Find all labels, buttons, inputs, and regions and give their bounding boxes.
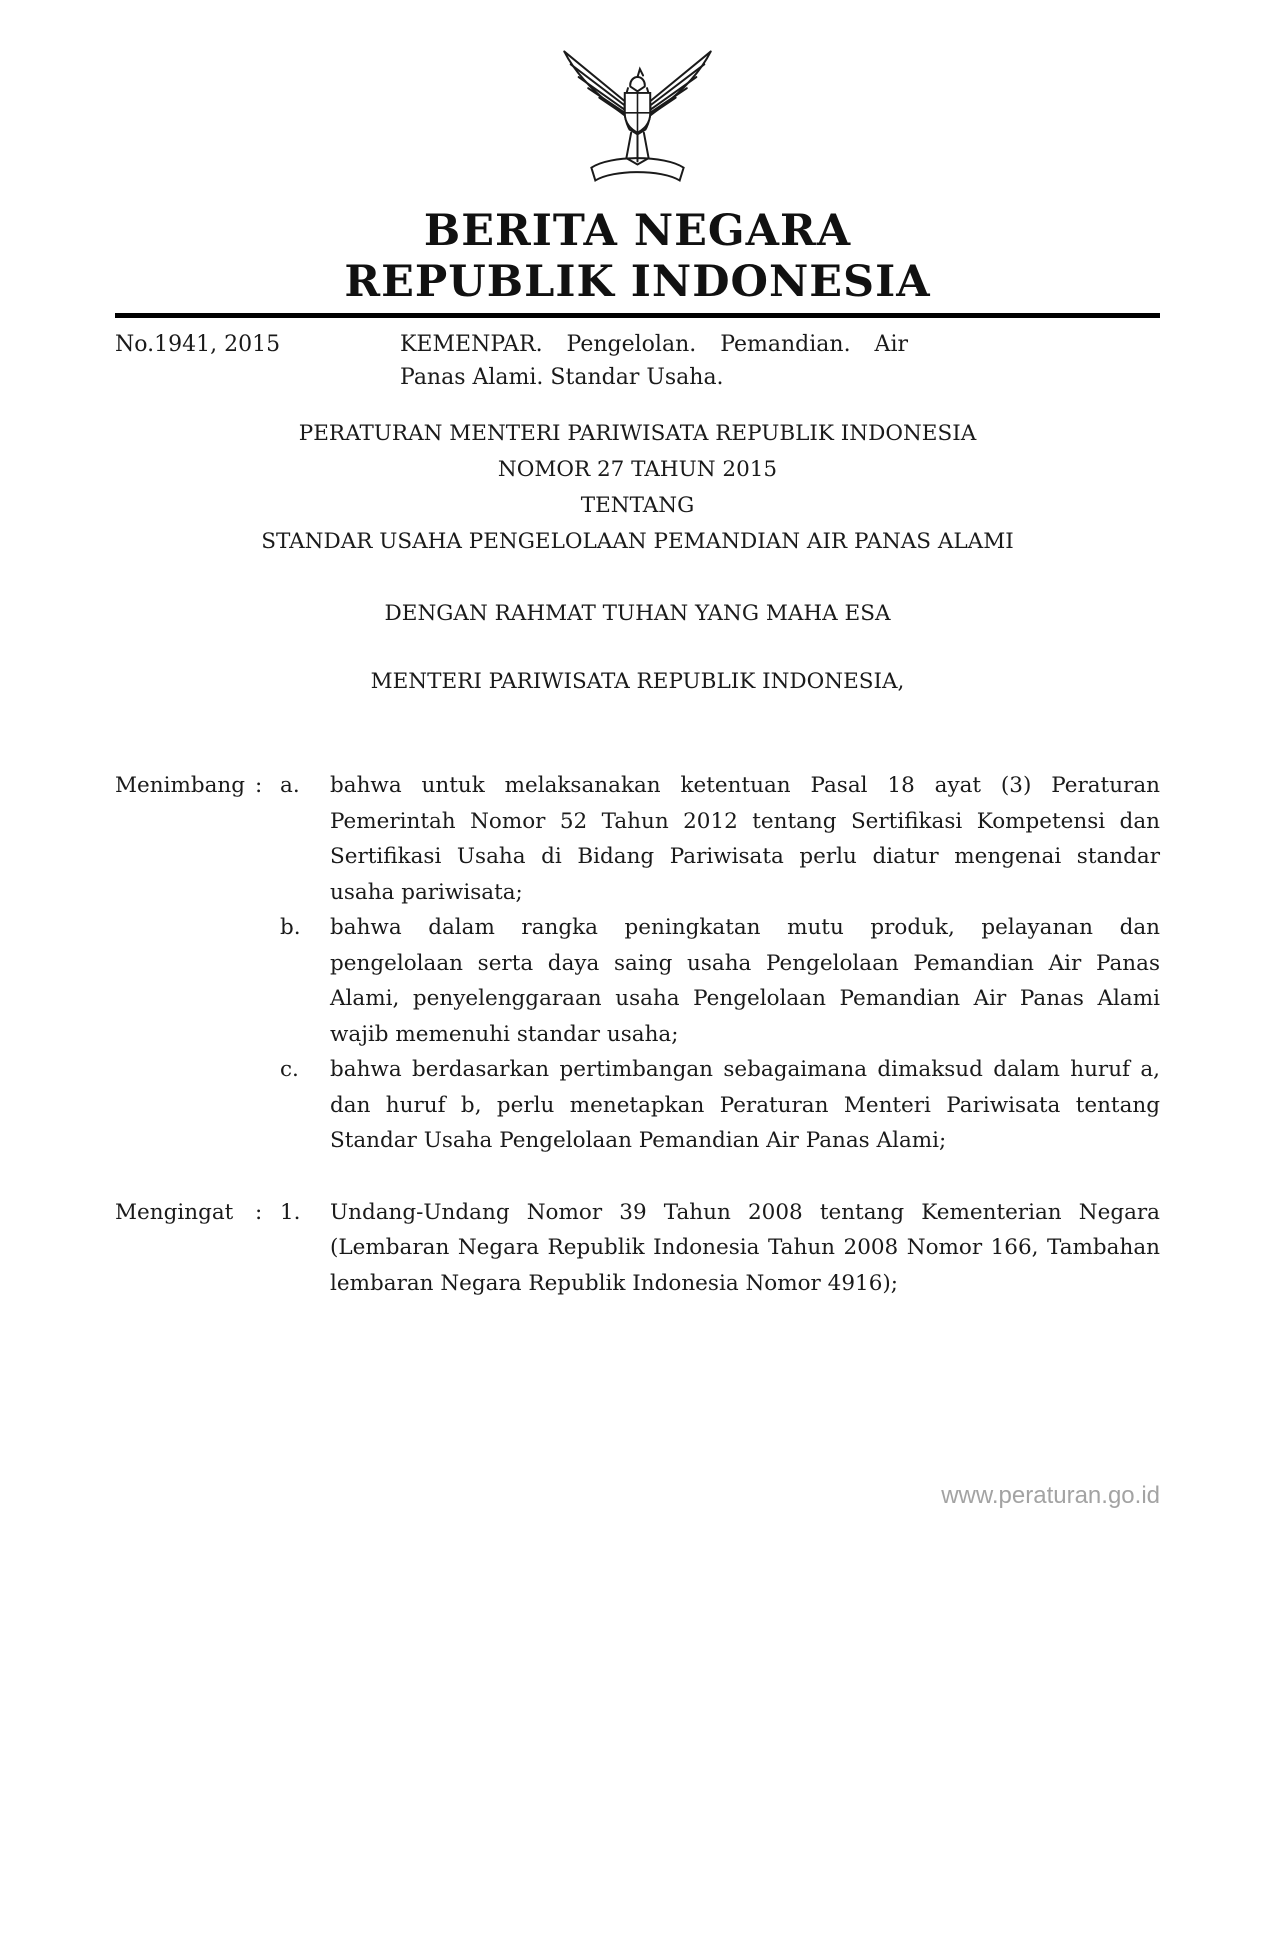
subject-line: KEMENPAR. Pengelolan. Pemandian. Air Panas Alami. Standar Usaha. — [400, 332, 908, 391]
title-line-4: STANDAR USAHA PENGELOLAAN PEMANDIAN AIR PANAS ALAMI — [261, 529, 1014, 555]
title-line-1: PERATURAN MENTERI PARIWISATA REPUBLIK INDONESIA — [298, 421, 977, 447]
title-line-3: TENTANG — [580, 493, 695, 519]
section-colon: : — [255, 773, 263, 799]
document-page — [115, 0, 1160, 1301]
masthead-line-1: BERITA NEGARA — [423, 206, 852, 256]
spacer — [115, 1052, 255, 1053]
meta-row — [115, 328, 1160, 394]
regulation-title — [115, 416, 1160, 560]
masthead-rule — [115, 313, 1160, 318]
garuda-emblem-icon — [550, 40, 725, 192]
item-text: Undang-Undang Nomor 39 Tahun 2008 tentang Kementerian Negara (Lembaran Negara Republik Indonesia Tahun 2008 Nomor 166, Tambahan lembaran Negara Republik Indonesia Nomor 4916); — [330, 1199, 1160, 1296]
item-marker: 1. — [280, 1199, 301, 1225]
item-text: bahwa dalam rangka peningkatan mutu produk, pelayanan dan pengelolaan serta daya saing usaha Pengelolaan Pemandian Air Panas Alami, penyelenggaraan usaha Pengelolaan Pemandian Air Panas Alami wajib memenuhi standar usaha; — [330, 915, 1160, 1047]
emblem-wrap — [115, 0, 1160, 196]
item-text: bahwa untuk melaksanakan ketentuan Pasal 18 ayat (3) Peraturan Pemerintah Nomor 52 Tahun 2012 tentang Sertifikasi Kompetensi dan Sertifikasi Usaha di Bidang Pariwisata perlu diatur mengenai standar usaha pariwisata; — [330, 773, 1160, 905]
masthead-line-2: REPUBLIK INDONESIA — [344, 256, 931, 307]
item-marker: b. — [280, 915, 301, 941]
item-marker: a. — [280, 773, 300, 799]
item-marker: c. — [280, 1057, 299, 1083]
footer-watermark: www.peraturan.go.id — [941, 1482, 1160, 1509]
spacer — [255, 1052, 280, 1053]
issue-number: No.1941, 2015 — [115, 332, 281, 358]
invocation-line: DENGAN RAHMAT TUHAN YANG MAHA ESA — [384, 601, 891, 627]
section-mengingat — [115, 1195, 1160, 1302]
item-text: bahwa berdasarkan pertimbangan sebagaimana dimaksud dalam huruf a, dan huruf b, perlu menetapkan Peraturan Menteri Pariwisata tentang Standar Usaha Pengelolaan Pemandian Air Panas Alami; — [330, 1057, 1160, 1154]
spacer — [255, 910, 280, 911]
sections — [115, 768, 1160, 1301]
spacer — [115, 910, 255, 911]
section-label: Mengingat — [115, 1199, 234, 1225]
masthead — [115, 206, 1160, 307]
authority-line: MENTERI PARIWISATA REPUBLIK INDONESIA, — [370, 669, 905, 695]
section-label: Menimbang — [115, 773, 246, 799]
title-line-2: NOMOR 27 TAHUN 2015 — [497, 457, 778, 483]
section-colon: : — [255, 1199, 263, 1225]
section-menimbang — [115, 768, 1160, 1159]
